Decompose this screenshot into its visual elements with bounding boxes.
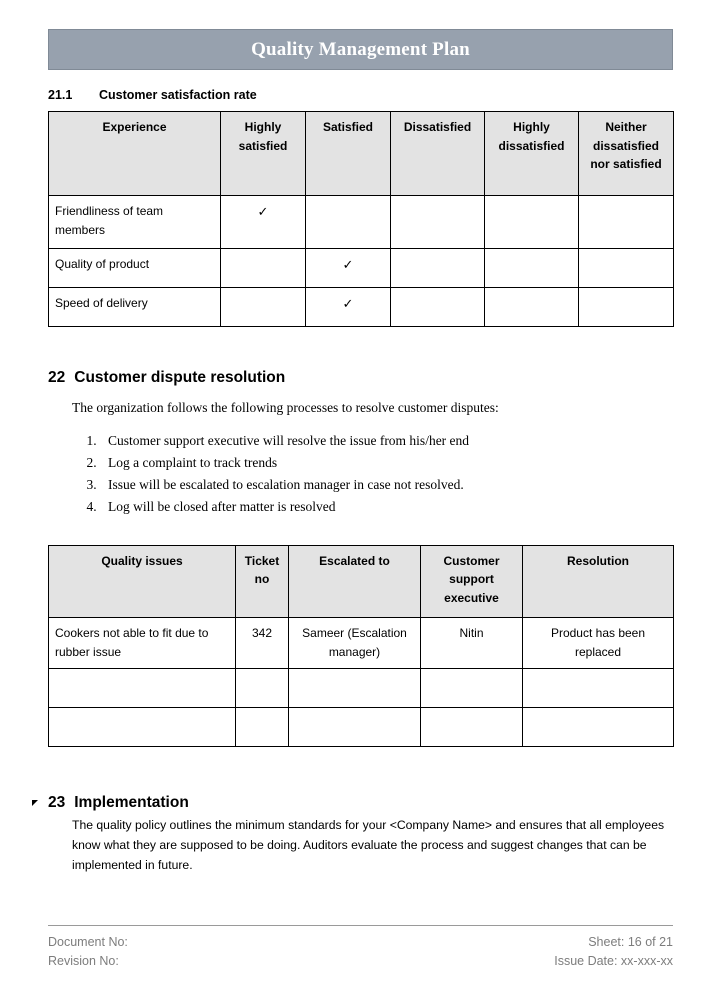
- heading-21-1-title: Customer satisfaction rate: [99, 88, 257, 102]
- document-title: Quality Management Plan: [251, 38, 470, 60]
- cell-escalated-to[interactable]: [289, 669, 421, 708]
- heading-23-number: 23: [48, 794, 66, 812]
- customer-satisfaction-table: [48, 111, 674, 327]
- cell-customer-support-executive[interactable]: [421, 708, 523, 747]
- cell-quality-issue[interactable]: [49, 669, 236, 708]
- satisfaction-table-header: [49, 112, 674, 196]
- quality-issues-table: [48, 545, 674, 747]
- column-header-resolution: Resolution: [523, 545, 674, 617]
- cell-satisfied[interactable]: [306, 196, 391, 249]
- dispute-process-list: [48, 430, 673, 517]
- cell-highly-dissatisfied[interactable]: [485, 288, 579, 327]
- section-23: [48, 794, 673, 875]
- footer-sheet-number: Sheet: 16 of 21: [588, 935, 673, 949]
- footer-document-no: Document No:: [48, 935, 128, 949]
- column-header-escalated-to: Escalated to: [289, 545, 421, 617]
- column-header-quality-issues: Quality issues: [49, 545, 236, 617]
- table-row: [49, 669, 674, 708]
- column-header-highly-satisfied: Highly satisfied: [221, 112, 306, 196]
- cell-neither[interactable]: [579, 288, 674, 327]
- cell-satisfied[interactable]: ✓: [306, 288, 391, 327]
- cell-resolution[interactable]: [523, 669, 674, 708]
- section-22-intro: The organization follows the following processes to resolve customer disputes:: [72, 400, 499, 415]
- heading-22: [48, 369, 673, 387]
- table-row: [49, 288, 674, 327]
- table-row: [49, 617, 674, 668]
- cell-customer-support-executive[interactable]: Nitin: [421, 617, 523, 668]
- section-23-body: The quality policy outlines the minimum standards for your <Company Name> and ensures that all employees know what they are supposed to be doing. Auditors evaluate the process and suggest changes that can be implemented in future.: [72, 818, 665, 872]
- cell-neither[interactable]: [579, 196, 674, 249]
- cell-highly-dissatisfied[interactable]: [485, 249, 579, 288]
- cell-dissatisfied[interactable]: [391, 249, 485, 288]
- cell-experience: Friendliness of team members: [49, 196, 221, 249]
- cell-experience: Quality of product: [49, 249, 221, 288]
- disputes-table-body: [49, 617, 674, 746]
- table-row: [49, 196, 674, 249]
- cell-neither[interactable]: [579, 249, 674, 288]
- table-header-row: [49, 545, 674, 617]
- cell-resolution[interactable]: Product has been replaced: [523, 617, 674, 668]
- list-item: 3. Issue will be escalated to escalation manager in case not resolved.: [100, 474, 673, 496]
- footer-row-bottom: [48, 952, 673, 971]
- column-header-ticket-no: Ticket no: [236, 545, 289, 617]
- heading-21-1-number: 21.1: [48, 88, 73, 102]
- cell-escalated-to[interactable]: Sameer (Escalation manager): [289, 617, 421, 668]
- footer-issue-date: Issue Date: xx-xxx-xx: [554, 954, 673, 969]
- cell-resolution[interactable]: [523, 708, 674, 747]
- cell-highly-satisfied[interactable]: ✓: [221, 196, 306, 249]
- footer-revision-no: Revision No:: [48, 954, 119, 969]
- document-header-banner: [48, 29, 673, 70]
- cell-highly-satisfied[interactable]: [221, 288, 306, 327]
- column-header-experience: Experience: [49, 112, 221, 196]
- table-row: [49, 249, 674, 288]
- column-header-customer-support-executive: Customer support executive: [421, 545, 523, 617]
- section-22-body: [48, 398, 673, 518]
- cell-satisfied[interactable]: ✓: [306, 249, 391, 288]
- document-content: [48, 88, 673, 875]
- list-item: 1. Customer support executive will resolve the issue from his/her end: [100, 430, 673, 452]
- cell-ticket-no[interactable]: [236, 708, 289, 747]
- cell-quality-issue[interactable]: [49, 708, 236, 747]
- table-header-row: [49, 112, 674, 196]
- cell-experience: Speed of delivery: [49, 288, 221, 327]
- heading-23-title: Implementation: [74, 794, 189, 812]
- cell-dissatisfied[interactable]: [391, 196, 485, 249]
- cell-highly-satisfied[interactable]: [221, 249, 306, 288]
- satisfaction-table-body: [49, 196, 674, 327]
- collapse-triangle-icon[interactable]: [32, 800, 38, 806]
- footer-row-top: [48, 933, 673, 952]
- cell-customer-support-executive[interactable]: [421, 669, 523, 708]
- cell-ticket-no[interactable]: 342: [236, 617, 289, 668]
- heading-23: [48, 794, 673, 812]
- heading-22-number: 22: [48, 369, 66, 386]
- list-item: 4. Log will be closed after matter is resolved: [100, 496, 673, 518]
- list-item: 2. Log a complaint to track trends: [100, 452, 673, 474]
- column-header-satisfied: Satisfied: [306, 112, 391, 196]
- cell-highly-dissatisfied[interactable]: [485, 196, 579, 249]
- document-footer: [48, 925, 673, 972]
- table-row: [49, 708, 674, 747]
- cell-escalated-to[interactable]: [289, 708, 421, 747]
- disputes-table-wrapper: [48, 545, 673, 747]
- column-header-neither: Neither dissatisfied nor satisfied: [579, 112, 674, 196]
- cell-dissatisfied[interactable]: [391, 288, 485, 327]
- cell-quality-issue[interactable]: Cookers not able to fit due to rubber issue: [49, 617, 236, 668]
- disputes-table-header: [49, 545, 674, 617]
- cell-ticket-no[interactable]: [236, 669, 289, 708]
- column-header-dissatisfied: Dissatisfied: [391, 112, 485, 196]
- heading-22-title: Customer dispute resolution: [74, 369, 286, 386]
- column-header-highly-dissatisfied: Highly dissatisfied: [485, 112, 579, 196]
- section-22: [48, 369, 673, 747]
- heading-21-1: [48, 88, 673, 102]
